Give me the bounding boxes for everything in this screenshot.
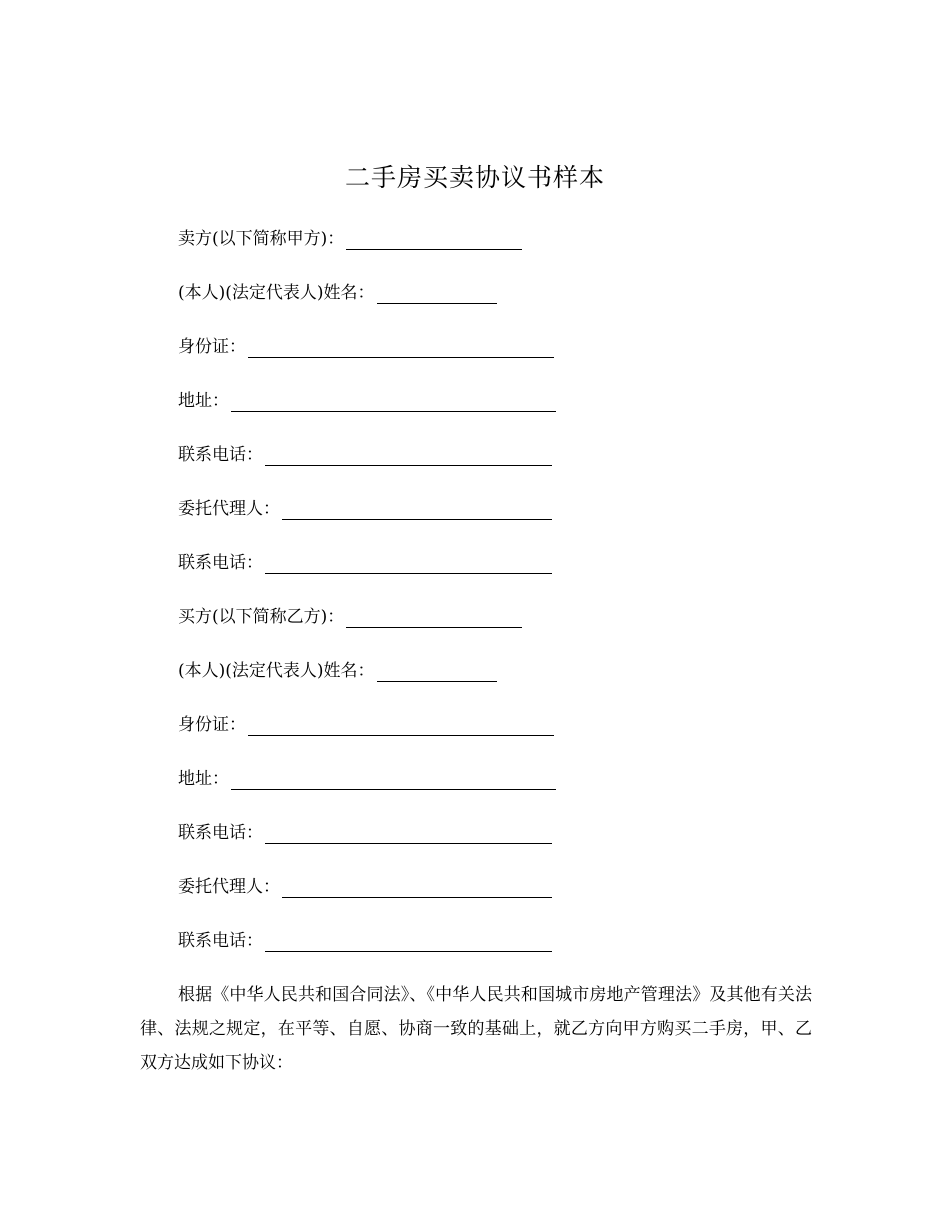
buyer-heading-label: 买方(以下简称乙方)： xyxy=(178,607,345,627)
seller-agent-phone-field xyxy=(178,548,552,574)
buyer-address-label: 地址： xyxy=(178,769,229,789)
buyer-agent-blank[interactable] xyxy=(282,877,552,898)
seller-phone-field xyxy=(178,440,552,466)
seller-id-blank[interactable] xyxy=(248,337,554,358)
seller-id-label: 身份证： xyxy=(178,337,246,357)
seller-name-label: (本人)(法定代表人)姓名： xyxy=(178,283,375,303)
seller-agent-blank[interactable] xyxy=(282,499,552,520)
buyer-id-field xyxy=(178,710,554,736)
seller-phone-blank[interactable] xyxy=(265,445,552,466)
seller-name-field xyxy=(178,278,497,304)
buyer-name-blank[interactable] xyxy=(377,661,497,682)
document-title: 二手房买卖协议书样本 xyxy=(344,163,605,192)
buyer-phone-blank[interactable] xyxy=(265,823,552,844)
seller-address-label: 地址： xyxy=(178,391,229,411)
buyer-agent-phone-label: 联系电话： xyxy=(178,931,263,951)
seller-address-field xyxy=(178,386,556,412)
seller-agent-phone-label: 联系电话： xyxy=(178,553,263,573)
buyer-name-label: (本人)(法定代表人)姓名： xyxy=(178,661,375,681)
seller-address-blank[interactable] xyxy=(231,391,556,412)
buyer-heading-field xyxy=(178,602,522,628)
seller-agent-field xyxy=(178,494,552,520)
seller-phone-label: 联系电话： xyxy=(178,445,263,465)
buyer-agent-label: 委托代理人： xyxy=(178,877,280,897)
buyer-agent-field xyxy=(178,872,552,898)
buyer-address-field xyxy=(178,764,556,790)
buyer-phone-label: 联系电话： xyxy=(178,823,263,843)
seller-heading-field xyxy=(178,224,522,250)
buyer-agent-phone-blank[interactable] xyxy=(265,931,552,952)
buyer-id-blank[interactable] xyxy=(248,715,554,736)
buyer-heading-blank[interactable] xyxy=(346,607,522,628)
buyer-phone-field xyxy=(178,818,552,844)
buyer-id-label: 身份证： xyxy=(178,715,246,735)
seller-heading-label: 卖方(以下简称甲方)： xyxy=(178,229,345,249)
seller-id-field xyxy=(178,332,554,358)
buyer-agent-phone-field xyxy=(178,926,552,952)
buyer-address-blank[interactable] xyxy=(231,769,556,790)
preamble-paragraph: 根据《中华人民共和国合同法》、《中华人民共和国城市房地产管理法》及其他有关法律、法规之规定，在平等、自愿、协商一致的基础上，就乙方向甲方购买二手房，甲、乙双方达成如下协议： xyxy=(140,985,812,1073)
buyer-name-field xyxy=(178,656,497,682)
seller-agent-phone-blank[interactable] xyxy=(265,553,552,574)
seller-agent-label: 委托代理人： xyxy=(178,499,280,519)
seller-name-blank[interactable] xyxy=(377,283,497,304)
seller-heading-blank[interactable] xyxy=(346,229,522,250)
